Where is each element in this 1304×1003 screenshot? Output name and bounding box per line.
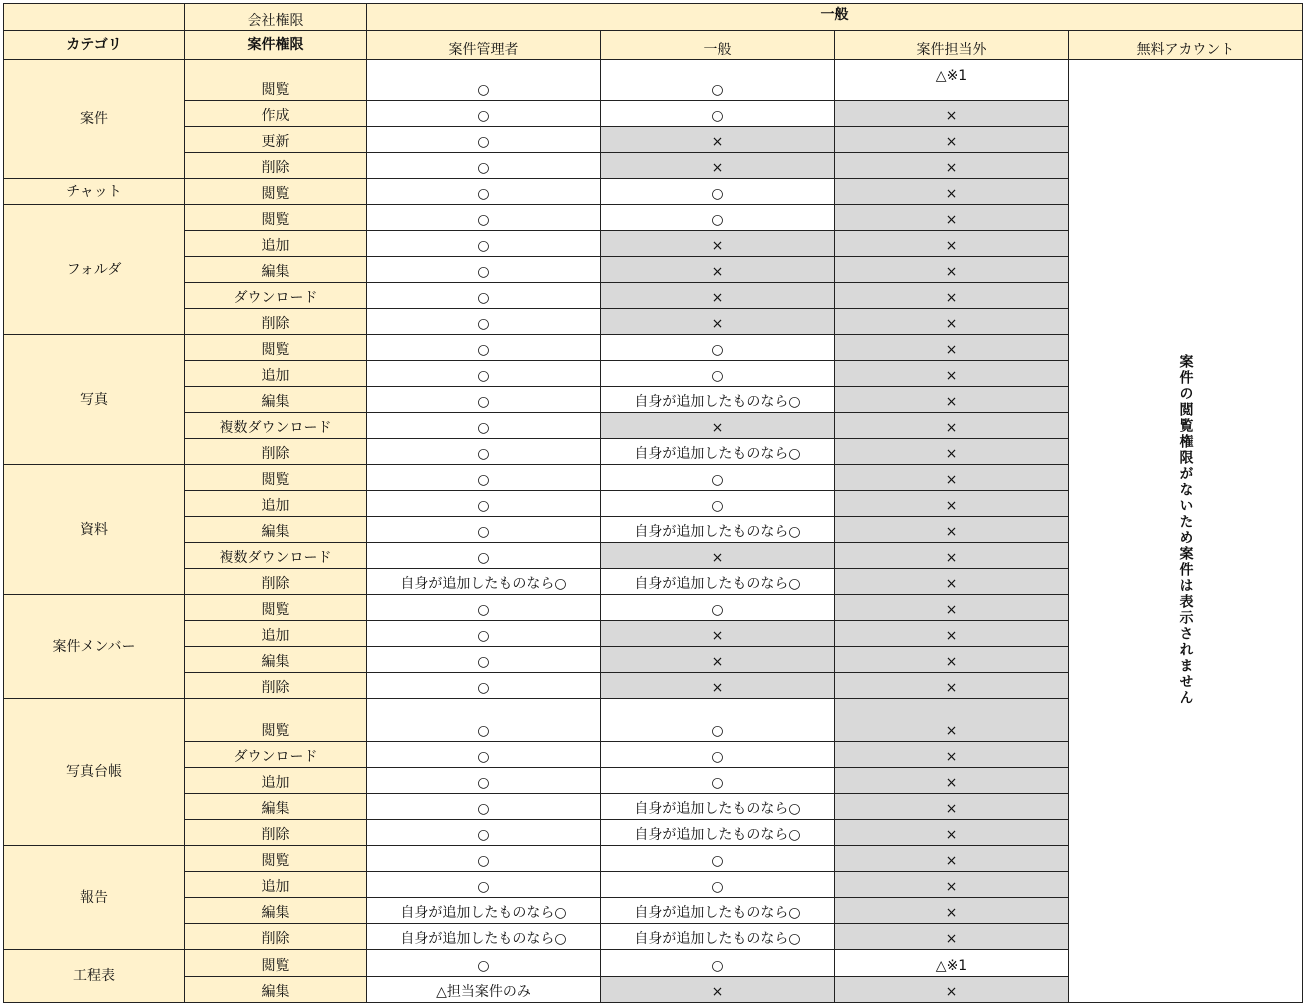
- column-header-manager: 案件管理者: [367, 31, 601, 60]
- value-cell-outside: ×: [835, 413, 1069, 439]
- column-header-general: 一般: [601, 31, 835, 60]
- value-cell-manager: ○: [367, 179, 601, 205]
- value-cell-manager: ○: [367, 60, 601, 101]
- value-cell-general: ○: [601, 699, 835, 742]
- value-cell-outside: ×: [835, 517, 1069, 543]
- value-cell-general: ×: [601, 977, 835, 1003]
- value-cell-general: ○: [601, 205, 835, 231]
- value-cell-general: 自身が追加したものなら○: [601, 820, 835, 846]
- category-cell: フォルダ: [4, 205, 185, 335]
- permission-cell: 閲覧: [185, 205, 367, 231]
- value-cell-general: 自身が追加したものなら○: [601, 569, 835, 595]
- value-cell-general: ×: [601, 257, 835, 283]
- value-cell-manager: ○: [367, 257, 601, 283]
- value-cell-general: ×: [601, 543, 835, 569]
- general-group-header: 一般: [367, 4, 1303, 31]
- value-cell-general: 自身が追加したものなら○: [601, 924, 835, 950]
- value-cell-general: ×: [601, 673, 835, 699]
- category-cell: 写真台帳: [4, 699, 185, 846]
- value-cell-manager: ○: [367, 335, 601, 361]
- value-cell-manager: 自身が追加したものなら○: [367, 924, 601, 950]
- column-header-outside: 案件担当外: [835, 31, 1069, 60]
- value-cell-general: ○: [601, 768, 835, 794]
- value-cell-manager: ○: [367, 465, 601, 491]
- permission-cell: ダウンロード: [185, 742, 367, 768]
- value-cell-manager: ○: [367, 205, 601, 231]
- value-cell-outside: ×: [835, 621, 1069, 647]
- value-cell-general: ×: [601, 153, 835, 179]
- value-cell-manager: ○: [367, 846, 601, 872]
- permission-cell: 編集: [185, 898, 367, 924]
- value-cell-manager: △担当案件のみ: [367, 977, 601, 1003]
- permission-cell: 削除: [185, 673, 367, 699]
- permission-cell: 削除: [185, 439, 367, 465]
- value-cell-manager: ○: [367, 517, 601, 543]
- value-cell-outside: ×: [835, 465, 1069, 491]
- value-cell-manager: ○: [367, 647, 601, 673]
- value-cell-general: ○: [601, 335, 835, 361]
- permission-cell: 追加: [185, 621, 367, 647]
- value-cell-outside: ×: [835, 179, 1069, 205]
- value-cell-outside: ×: [835, 231, 1069, 257]
- value-cell-general: ○: [601, 742, 835, 768]
- value-cell-manager: ○: [367, 950, 601, 977]
- category-cell: 報告: [4, 846, 185, 950]
- value-cell-outside: ×: [835, 387, 1069, 413]
- value-cell-general: ○: [601, 491, 835, 517]
- value-cell-general: ○: [601, 872, 835, 898]
- value-cell-manager: ○: [367, 872, 601, 898]
- value-cell-manager: ○: [367, 742, 601, 768]
- value-cell-general: ×: [601, 413, 835, 439]
- value-cell-outside: ×: [835, 491, 1069, 517]
- value-cell-manager: ○: [367, 820, 601, 846]
- category-header: カテゴリ: [4, 31, 185, 60]
- permission-cell: 編集: [185, 977, 367, 1003]
- category-cell: 写真: [4, 335, 185, 465]
- category-cell: 工程表: [4, 950, 185, 1003]
- value-cell-outside: ×: [835, 647, 1069, 673]
- value-cell-outside: ×: [835, 309, 1069, 335]
- value-cell-outside: ×: [835, 820, 1069, 846]
- permission-cell: 更新: [185, 127, 367, 153]
- value-cell-outside: ×: [835, 569, 1069, 595]
- permission-cell: 削除: [185, 820, 367, 846]
- permission-cell: 編集: [185, 647, 367, 673]
- value-cell-general: ○: [601, 361, 835, 387]
- value-cell-general: ×: [601, 127, 835, 153]
- permission-cell: 編集: [185, 517, 367, 543]
- value-cell-general: ○: [601, 595, 835, 621]
- permission-cell: 追加: [185, 872, 367, 898]
- permission-cell: 編集: [185, 387, 367, 413]
- permission-cell: 閲覧: [185, 465, 367, 491]
- value-cell-outside: ×: [835, 595, 1069, 621]
- value-cell-general: ×: [601, 647, 835, 673]
- value-cell-general: ○: [601, 60, 835, 101]
- permission-cell: 削除: [185, 309, 367, 335]
- free-account-note: 案件の閲覧権限がないため案件は表示されません: [1177, 353, 1194, 706]
- permission-cell: 追加: [185, 491, 367, 517]
- value-cell-general: 自身が追加したものなら○: [601, 794, 835, 820]
- value-cell-manager: ○: [367, 439, 601, 465]
- permission-cell: 閲覧: [185, 179, 367, 205]
- value-cell-general: 自身が追加したものなら○: [601, 898, 835, 924]
- value-cell-outside: ×: [835, 924, 1069, 950]
- permission-cell: 削除: [185, 569, 367, 595]
- free-account-cell: [1069, 60, 1303, 1003]
- permission-cell: 閲覧: [185, 950, 367, 977]
- value-cell-outside: ×: [835, 439, 1069, 465]
- value-cell-manager: ○: [367, 491, 601, 517]
- value-cell-manager: ○: [367, 387, 601, 413]
- value-cell-general: ×: [601, 231, 835, 257]
- value-cell-general: ○: [601, 846, 835, 872]
- value-cell-general: ×: [601, 309, 835, 335]
- category-cell: チャット: [4, 179, 185, 205]
- value-cell-manager: ○: [367, 413, 601, 439]
- permission-cell: 削除: [185, 153, 367, 179]
- value-cell-general: 自身が追加したものなら○: [601, 517, 835, 543]
- permission-cell: 閲覧: [185, 846, 367, 872]
- value-cell-manager: ○: [367, 231, 601, 257]
- value-cell-outside: △※1: [835, 950, 1069, 977]
- value-cell-general: ○: [601, 465, 835, 491]
- value-cell-manager: ○: [367, 621, 601, 647]
- value-cell-manager: 自身が追加したものなら○: [367, 898, 601, 924]
- value-cell-outside: ×: [835, 127, 1069, 153]
- value-cell-outside: ×: [835, 742, 1069, 768]
- value-cell-manager: ○: [367, 283, 601, 309]
- table-row: [4, 60, 1303, 101]
- value-cell-manager: ○: [367, 794, 601, 820]
- value-cell-outside: ×: [835, 283, 1069, 309]
- value-cell-general: 自身が追加したものなら○: [601, 439, 835, 465]
- column-header-free-account: 無料アカウント: [1069, 31, 1303, 60]
- value-cell-outside: ×: [835, 543, 1069, 569]
- value-cell-manager: ○: [367, 673, 601, 699]
- permission-cell: 閲覧: [185, 699, 367, 742]
- permission-cell: 閲覧: [185, 335, 367, 361]
- value-cell-outside: ×: [835, 153, 1069, 179]
- permission-cell: 複数ダウンロード: [185, 543, 367, 569]
- value-cell-outside: ×: [835, 699, 1069, 742]
- value-cell-outside: ×: [835, 898, 1069, 924]
- project-permission-header: 案件権限: [185, 31, 367, 60]
- permission-cell: 追加: [185, 361, 367, 387]
- value-cell-manager: ○: [367, 699, 601, 742]
- permission-cell: 削除: [185, 924, 367, 950]
- blank-header-cell: [4, 4, 185, 31]
- value-cell-manager: ○: [367, 768, 601, 794]
- value-cell-outside: ×: [835, 768, 1069, 794]
- value-cell-outside: ×: [835, 673, 1069, 699]
- value-cell-general: ○: [601, 950, 835, 977]
- value-cell-manager: ○: [367, 595, 601, 621]
- value-cell-outside: ×: [835, 257, 1069, 283]
- value-cell-manager: ○: [367, 127, 601, 153]
- value-cell-general: ○: [601, 179, 835, 205]
- value-cell-outside: ×: [835, 846, 1069, 872]
- company-permission-label: 会社権限: [185, 4, 367, 31]
- value-cell-general: ×: [601, 621, 835, 647]
- permission-cell: 作成: [185, 101, 367, 127]
- value-cell-outside: ×: [835, 977, 1069, 1003]
- value-cell-outside: ×: [835, 361, 1069, 387]
- permission-cell: 閲覧: [185, 60, 367, 101]
- value-cell-outside: ×: [835, 872, 1069, 898]
- permission-cell: 追加: [185, 768, 367, 794]
- value-cell-manager: ○: [367, 361, 601, 387]
- permission-cell: 複数ダウンロード: [185, 413, 367, 439]
- permission-cell: ダウンロード: [185, 283, 367, 309]
- value-cell-outside: △※1: [835, 60, 1069, 101]
- value-cell-manager: ○: [367, 153, 601, 179]
- permission-table: [3, 3, 1303, 1003]
- category-cell: 案件: [4, 60, 185, 179]
- value-cell-general: ○: [601, 101, 835, 127]
- value-cell-manager: 自身が追加したものなら○: [367, 569, 601, 595]
- value-cell-manager: ○: [367, 309, 601, 335]
- value-cell-outside: ×: [835, 205, 1069, 231]
- permission-cell: 編集: [185, 794, 367, 820]
- permission-cell: 編集: [185, 257, 367, 283]
- value-cell-outside: ×: [835, 335, 1069, 361]
- value-cell-general: ×: [601, 283, 835, 309]
- category-cell: 案件メンバー: [4, 595, 185, 699]
- permission-cell: 閲覧: [185, 595, 367, 621]
- value-cell-outside: ×: [835, 101, 1069, 127]
- value-cell-manager: ○: [367, 101, 601, 127]
- category-cell: 資料: [4, 465, 185, 595]
- value-cell-outside: ×: [835, 794, 1069, 820]
- value-cell-manager: ○: [367, 543, 601, 569]
- permission-cell: 追加: [185, 231, 367, 257]
- value-cell-general: 自身が追加したものなら○: [601, 387, 835, 413]
